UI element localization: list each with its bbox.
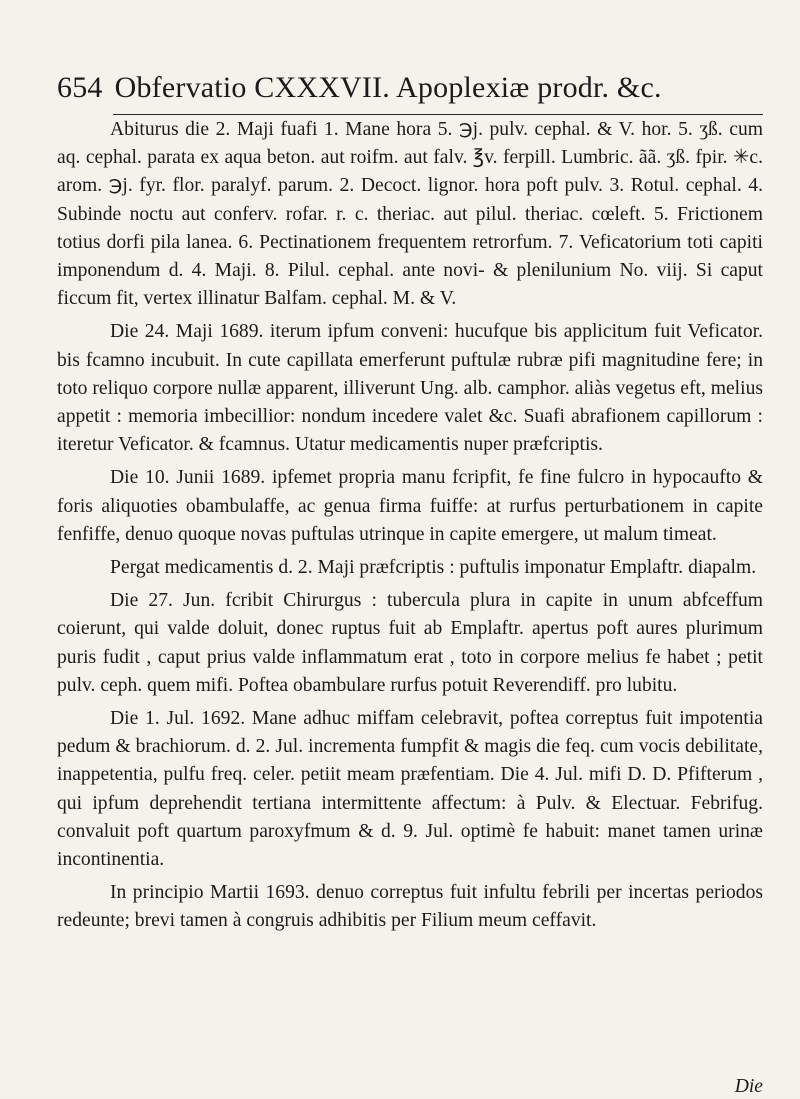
paragraph-6: Die 1. Jul. 1692. Mane adhuc miffam celebravit, poftea correptus fuit impotentia pedum & brachiorum. d. 2. Jul. incrementa fumpfit & magis die feq. cum vocis debilitate, inappetentia, pulfu freq. celer. petiit meam præfentiam. Die 4. Jul. mifi D. D. Pfifterum , qui ipfum deprehendit tertiana intermittente affectum: à Pulv. & Electuar. Febrifug. convaluit poft quartum paroxyfmum & d. 9. Jul. optimè fe habuit: manet tamen urinæ incontinentia. — [57, 708, 763, 871]
paragraph-3: Die 10. Junii 1689. ipfemet propria manu fcripfit, fe fine fulcro in hypocaufto & foris aliquoties obambulaffe, ac genua firma fuiffe: at rurfus perturbationem in capite fenfiffe, denuo quoque novas puftulas utrinque in capite emergere, ut malum timeat. — [57, 467, 763, 545]
body-text — [57, 116, 763, 936]
catchword: Die — [734, 1076, 763, 1097]
running-title: Obfervatio CXXXVII. Apoplexiæ prodr. &c. — [114, 71, 662, 104]
running-head — [57, 68, 763, 108]
page-footer — [57, 1075, 763, 1099]
paragraph-7: In principio Martii 1693. denuo correptus fuit infultu febrili per incertas periodos redeunte; brevi tamen à congruis adhibitis per Filium meum ceffavit. — [57, 882, 763, 932]
paragraph-4: Pergat medicamentis d. 2. Maji præfcriptis : puftulis imponatur Emplaftr. diapalm. — [110, 557, 757, 579]
paragraph-1: Abiturus die 2. Maji fuafi 1. Mane hora 5. ℈j. pulv. cephal. & V. hor. 5. ʒß. cum aq. cephal. parata ex aqua beton. aut roifm. aut falv. ℥v. ferpill. Lumbric. ãã. ʒß. fpir. ✳c. arom. ℈j. fyr. flor. paralyf. parum. 2. Decoct. lignor. hora poft pulv. 3. Rotul. cephal. 4. Subinde noctu aut conferv. rofar. r. c. theriac. aut pilul. theriac. cœleft. 5. Frictionem totius dorfi pila lanea. 6. Pectinationem frequentem retrorfum. 7. Veficatorium toti capiti imponendum d. 4. Maji. 8. Pilul. cephal. ante novi- & plenilunium No. viij. Si caput ficcum fit, vertex illinatur Balfam. cephal. M. & V. — [57, 119, 763, 310]
paragraph-5: Die 27. Jun. fcribit Chirurgus : tubercula plura in capite in unum abfceffum coierunt, qui valde doluit, donec ruptus fuit ab Emplaftr. apertus poft aures plurimum puris fudit , caput prius valde inflammatum erat , toto in corpore melius fe habet ; petit pulv. ceph. quem mifi. Poftea obambulare rurfus potuit Reverendiff. pro lubitu. — [57, 590, 763, 696]
paragraph-2: Die 24. Maji 1689. iterum ipfum conveni: hucufque bis applicitum fuit Veficator. bis fcamno incubuit. In cute capillata emerferunt puftulæ rubræ pifi magnitudine fere; in toto reliquo corpore nullæ apparent, illiverunt Ung. alb. camphor. aliàs vegetus eft, melius appetit : memoria imbecillior: nondum incedere valet &c. Suafi abrafionem capillorum : iteretur Veficator. & fcamnus. Utatur medicamentis nuper præfcriptis. — [57, 321, 763, 456]
header-rule — [113, 114, 763, 115]
page-number: 654 — [57, 71, 103, 104]
